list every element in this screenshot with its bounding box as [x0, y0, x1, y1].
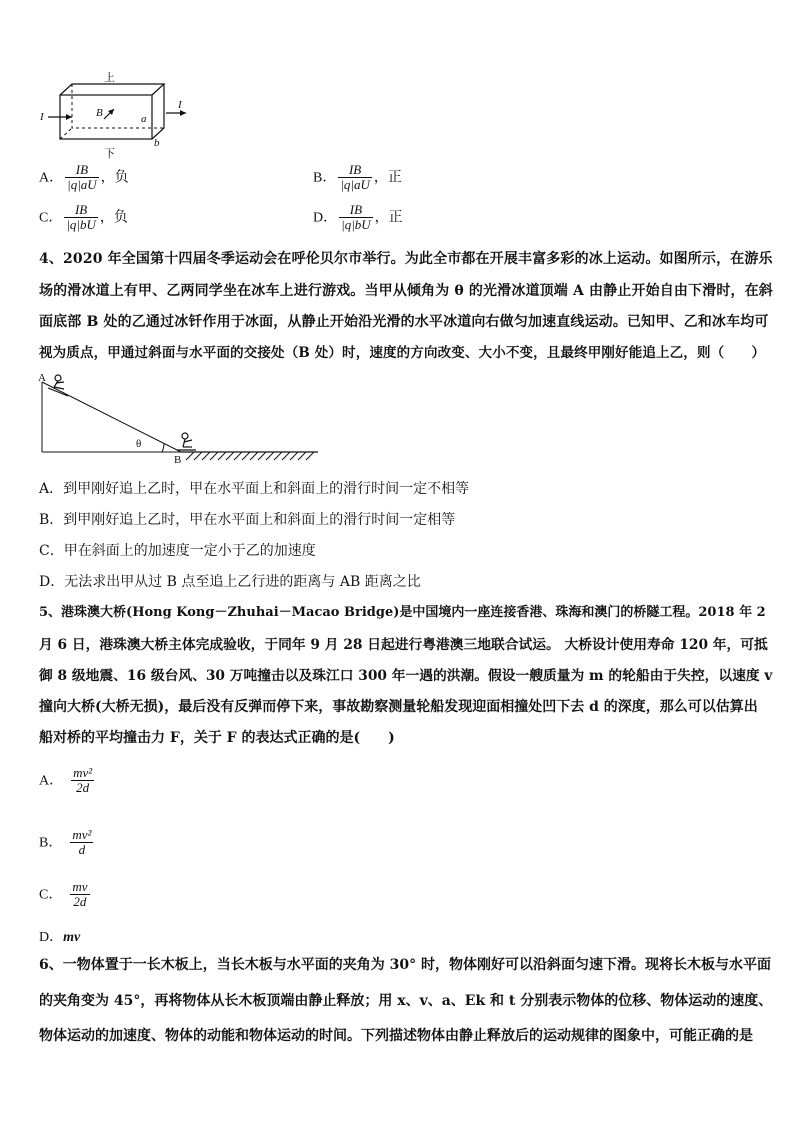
q5-line-4: 撞向大桥(大桥无损)，最后没有反弹而停下来，事故勘察测量轮船发现迎面相撞处凹下去 d 的深度，那么可以估算出 [39, 699, 758, 715]
option-letter: B． [39, 835, 63, 851]
q4-line-1: 4、2020 年全国第十四届冬季运动会在呼伦贝尔市举行。为此全市都在开展丰富多彩的冰上运动。如图所示，在游乐 [39, 251, 773, 267]
option-fraction [70, 828, 93, 857]
option-letter: A． [39, 773, 64, 789]
option-fraction [71, 766, 94, 795]
option-letter: B． [313, 170, 337, 186]
fraction-denominator: |q|aU [67, 177, 97, 192]
fraction-numerator: mv [72, 879, 88, 894]
option-fraction [70, 880, 89, 909]
option-letter: C． [39, 887, 63, 903]
q4-option-d[interactable]: D．无法求出甲从过 B 点至追上乙行进的距离与 AB 距离之比 [39, 574, 421, 590]
option-fraction [339, 203, 373, 232]
fraction-numerator: IB [74, 202, 88, 217]
option-fraction [65, 163, 99, 192]
sledder-jia-icon [48, 375, 68, 396]
option-expression: mv [63, 930, 81, 945]
q3-option-d[interactable] [313, 203, 403, 232]
q4-line-4: 视为质点，甲通过斜面与水平面的交接处（B 处）时，速度的方向改变、大小不变，且最终甲刚好能追上乙，则（ ） [39, 345, 766, 361]
label-current-right: I [178, 99, 182, 111]
q4-line-3: 面底部 B 处的乙通过冰钎作用于冰面，从静止开始沿光滑的水平冰道向右做匀加速直线运动。已知甲、乙和冰车均可 [39, 314, 769, 330]
fraction-numerator: mv² [72, 827, 92, 842]
fraction-denominator: d [70, 842, 93, 857]
label-top: 上 [104, 71, 115, 84]
fraction-denominator: 2d [70, 894, 89, 909]
label-theta: θ [136, 438, 142, 450]
q5-line-5: 船对桥的平均撞击力 F，关于 F 的表达式正确的是( ) [39, 730, 395, 746]
fraction-denominator: |q|bU [66, 217, 96, 232]
q4-option-b[interactable]: B．到甲刚好追上乙时，甲在水平面上和斜面上的滑行时间一定相等 [39, 512, 456, 528]
q5-option-b[interactable] [39, 828, 95, 857]
q4-option-a[interactable]: A．到甲刚好追上乙时，甲在水平面上和斜面上的滑行时间一定不相等 [39, 481, 470, 497]
q4-line-2: 场的滑冰道上有甲、乙两同学坐在冰车上进行游戏。当甲从倾角为 θ 的光滑冰道顶端 A 由静止开始自由下滑时，在斜 [39, 283, 773, 299]
q3-option-b[interactable] [313, 163, 402, 192]
label-a: a [141, 113, 147, 125]
label-b: b [154, 137, 160, 149]
label-point-a: A [38, 372, 46, 384]
fraction-numerator: IB [75, 162, 89, 177]
option-letter: C． [39, 210, 63, 226]
label-field-B: B [96, 107, 103, 119]
fraction-numerator: IB [348, 162, 362, 177]
q3-option-c[interactable] [39, 203, 128, 232]
label-bottom: 下 [104, 147, 115, 160]
fraction-denominator: 2d [71, 780, 94, 795]
fraction-denominator: |q|bU [341, 217, 371, 232]
fraction-denominator: |q|aU [340, 177, 370, 192]
q6-line-2: 的夹角变为 45°，再将物体从长木板顶端由静止释放；用 x、v、a、Ek 和 t 分别表示物体的位移、物体运动的速度、 [39, 993, 773, 1009]
fraction-numerator: mv² [73, 765, 93, 780]
option-letter: A． [39, 170, 64, 186]
q6-line-1: 6、一物体置于一长木板上，当长木板与水平面的夹角为 30° 时，物体刚好可以沿斜面匀速下滑。现将长木板与水平面 [39, 957, 771, 973]
option-letter: D． [39, 930, 64, 945]
q3-option-a[interactable] [39, 163, 129, 192]
option-fraction [64, 203, 98, 232]
q6-line-3: 物体运动的加速度、物体的动能和物体运动的时间。下列描述物体由静止释放后的运动规律的图象中，可能正确的是 [39, 1028, 753, 1044]
option-sign: ，正 [373, 169, 402, 186]
label-point-b: B [174, 454, 182, 466]
figure-incline [36, 370, 326, 468]
q5-line-2: 月 6 日，港珠澳大桥主体完成验收，于同年 9 月 28 日起进行粤港澳三地联合试运。 大桥设计使用寿命 120 年，可抵 [39, 637, 768, 653]
option-sign: ，负 [99, 209, 128, 226]
q5-option-a[interactable] [39, 766, 96, 795]
sledder-yi-icon [177, 433, 196, 450]
q4-option-c[interactable]: C．甲在斜面上的加速度一定小于乙的加速度 [39, 543, 316, 559]
q5-line-1: 5、港珠澳大桥(Hong Kong－Zhuhai－Macao Bridge)是中国境内一座连接香港、珠海和澳门的桥隧工程。2018 年 2 [39, 605, 766, 620]
option-sign: ，正 [374, 209, 403, 226]
figure-hall-box [38, 71, 188, 163]
q5-option-c[interactable] [39, 880, 92, 909]
label-current-left: I [40, 111, 44, 123]
q5-option-d[interactable] [39, 926, 80, 946]
q5-line-3: 御 8 级地震、16 级台风、30 万吨撞击以及珠江口 300 年一遇的洪潮。假设一艘质量为 m 的轮船由于失控，以速度 v [39, 668, 773, 684]
option-fraction [338, 163, 372, 192]
fraction-numerator: IB [349, 202, 363, 217]
option-sign: ，负 [100, 169, 129, 186]
option-letter: D． [313, 210, 338, 226]
